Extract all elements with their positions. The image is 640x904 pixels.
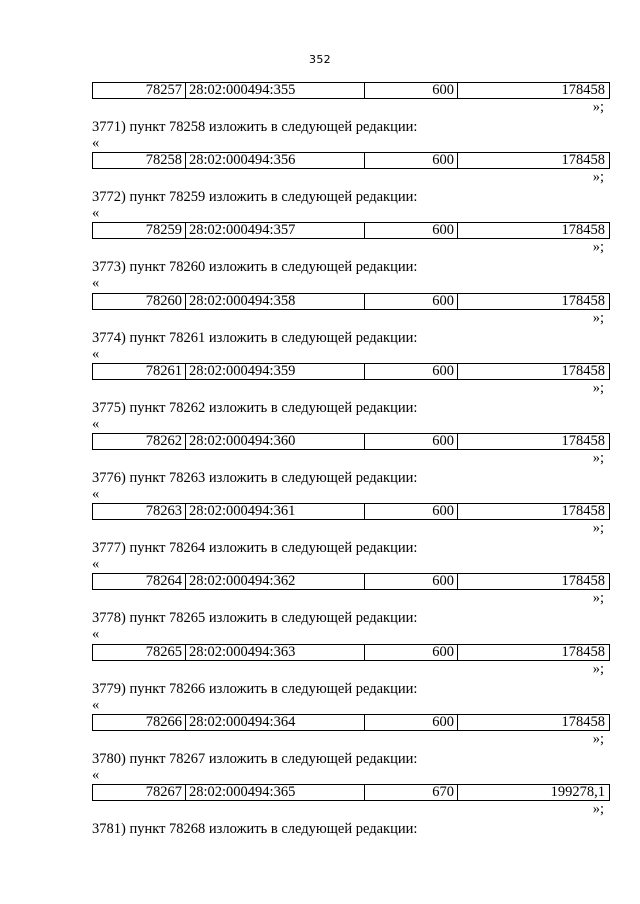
closing-quote: »;	[592, 660, 604, 677]
closing-quote: »;	[592, 239, 604, 256]
area-cell: 600	[365, 715, 458, 730]
item-number-cell: 78264	[93, 574, 186, 589]
value-cell: 178458	[561, 433, 605, 449]
opening-quote: «	[92, 135, 100, 151]
table-row	[92, 293, 610, 310]
cadastral-number-cell: 28:02:000494:360	[186, 434, 365, 449]
value-cell: 178458	[561, 293, 605, 309]
area-cell: 600	[365, 83, 458, 98]
cadastral-number-cell: 28:02:000494:357	[186, 223, 365, 238]
item-number-cell: 78257	[93, 83, 186, 98]
amendment-block	[0, 152, 640, 222]
area-cell: 600	[365, 364, 458, 379]
closing-quote: »;	[592, 169, 604, 186]
amendment-instruction: 3777) пункт 78264 изложить в следующей редакции:	[92, 540, 418, 557]
area-cell: 600	[365, 504, 458, 519]
table-row	[92, 152, 610, 169]
cadastral-number-cell: 28:02:000494:355	[186, 83, 365, 98]
table-row	[92, 644, 610, 661]
amendment-instruction: 3776) пункт 78263 изложить в следующей редакции:	[92, 469, 418, 486]
table-row	[92, 784, 610, 801]
item-number-cell: 78267	[93, 785, 186, 800]
amendment-block	[0, 293, 640, 363]
amendment-block	[0, 714, 640, 784]
cadastral-number-cell: 28:02:000494:364	[186, 715, 365, 730]
item-number-cell: 78263	[93, 504, 186, 519]
item-number-cell: 78261	[93, 364, 186, 379]
item-number-cell: 78260	[93, 294, 186, 309]
value-cell: 178458	[561, 504, 605, 520]
amendment-instruction: 3775) пункт 78262 изложить в следующей редакции:	[92, 399, 418, 416]
amendment-block	[0, 503, 640, 573]
item-number-cell: 78258	[93, 153, 186, 168]
table-row	[92, 714, 610, 731]
amendment-block	[0, 222, 640, 292]
area-cell: 600	[365, 153, 458, 168]
cadastral-number-cell: 28:02:000494:362	[186, 574, 365, 589]
value-cell: 178458	[561, 83, 605, 98]
value-cell: 178458	[561, 714, 605, 730]
amendment-instruction: 3779) пункт 78266 изложить в следующей редакции:	[92, 680, 418, 697]
page-number: 352	[309, 53, 331, 66]
item-number-cell: 78259	[93, 223, 186, 238]
amendment-block	[0, 363, 640, 433]
area-cell: 600	[365, 294, 458, 309]
value-cell: 178458	[561, 644, 605, 660]
closing-quote: »;	[592, 800, 604, 817]
table-row	[92, 433, 610, 450]
document-body	[0, 82, 640, 854]
item-number-cell: 78266	[93, 715, 186, 730]
area-cell: 600	[365, 223, 458, 238]
amendment-block	[0, 573, 640, 643]
opening-quote: «	[92, 626, 100, 643]
amendment-block	[0, 644, 640, 714]
amendment-instruction: 3771) пункт 78258 изложить в следующей редакции:	[92, 119, 418, 135]
cadastral-number-cell: 28:02:000494:365	[186, 785, 365, 800]
value-cell: 178458	[561, 153, 605, 169]
closing-quote: »;	[592, 590, 604, 607]
area-cell: 600	[365, 434, 458, 449]
amendment-block	[0, 784, 640, 854]
item-number-cell: 78262	[93, 434, 186, 449]
opening-quote: «	[92, 415, 100, 432]
amendment-instruction: 3773) пункт 78260 изложить в следующей редакции:	[92, 259, 418, 276]
opening-quote: «	[92, 345, 100, 362]
item-number-cell: 78265	[93, 645, 186, 660]
area-cell: 600	[365, 574, 458, 589]
opening-quote: «	[92, 556, 100, 573]
table-row	[92, 573, 610, 590]
amendment-instruction: 3780) пункт 78267 изложить в следующей редакции:	[92, 750, 418, 767]
value-cell: 178458	[561, 574, 605, 590]
value-cell: 178458	[561, 363, 605, 379]
opening-quote: «	[92, 275, 100, 292]
amendment-block	[0, 82, 640, 152]
opening-quote: «	[92, 205, 100, 222]
area-cell: 670	[365, 785, 458, 800]
cadastral-number-cell: 28:02:000494:361	[186, 504, 365, 519]
closing-quote: »;	[592, 379, 604, 396]
table-row	[92, 503, 610, 520]
table-row	[92, 82, 610, 99]
closing-quote: »;	[592, 99, 604, 115]
cadastral-number-cell: 28:02:000494:358	[186, 294, 365, 309]
closing-quote: »;	[592, 520, 604, 537]
opening-quote: «	[92, 766, 100, 783]
amendment-instruction: 3772) пункт 78259 изложить в следующей редакции:	[92, 189, 418, 206]
value-cell: 178458	[561, 223, 605, 239]
amendment-instruction: 3774) пункт 78261 изложить в следующей редакции:	[92, 329, 418, 346]
cadastral-number-cell: 28:02:000494:359	[186, 364, 365, 379]
amendment-instruction: 3781) пункт 78268 изложить в следующей редакции:	[92, 820, 418, 837]
cadastral-number-cell: 28:02:000494:363	[186, 645, 365, 660]
cadastral-number-cell: 28:02:000494:356	[186, 153, 365, 168]
area-cell: 600	[365, 645, 458, 660]
opening-quote: «	[92, 485, 100, 502]
amendment-instruction: 3778) пункт 78265 изложить в следующей редакции:	[92, 610, 418, 627]
closing-quote: »;	[592, 730, 604, 747]
opening-quote: «	[92, 696, 100, 713]
closing-quote: »;	[592, 309, 604, 326]
value-cell: 199278,1	[550, 784, 605, 800]
amendment-block	[0, 433, 640, 503]
table-row	[92, 363, 610, 380]
closing-quote: »;	[592, 449, 604, 466]
table-row	[92, 222, 610, 239]
